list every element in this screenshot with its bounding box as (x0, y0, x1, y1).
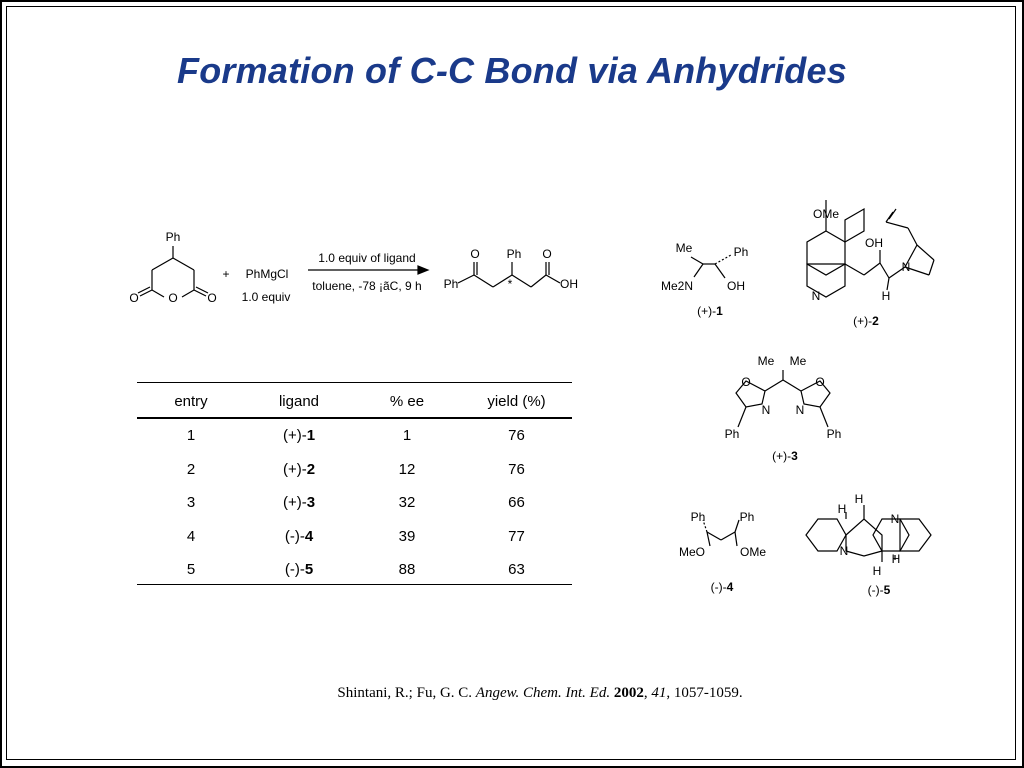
ligand-4-ome: OMe (739, 545, 767, 559)
ligand-3-me-1: Me (757, 354, 775, 368)
ligand-1-oh: OH (727, 279, 745, 293)
citation: Shintani, R.; Fu, G. C. Angew. Chem. Int. Ed. 2002, 41, 1057-1059. (337, 685, 743, 701)
ligand-1-ph: Ph (733, 245, 749, 259)
condition-bottom: toluene, -78 ¡ãC, 9 h (312, 279, 422, 293)
ligand-2-h: H (881, 289, 891, 303)
row-yield: 63 (508, 561, 525, 578)
row-ligand: (+)-1 (282, 427, 316, 444)
table-top-rule (137, 382, 572, 383)
reagent-label: PhMgCl (245, 267, 289, 281)
ligand-2-label: (+)-2 (853, 314, 879, 328)
ligand-3-n-1: N (761, 403, 771, 417)
product-ph-mid: Ph (506, 247, 522, 261)
product-o-right: O (542, 247, 552, 261)
ligand-1-nme2: Me2N (660, 279, 694, 293)
row-yield: 76 (508, 461, 525, 478)
table-header-rule (137, 417, 572, 419)
ligand-2-n-quinoline: N (811, 289, 821, 303)
ligand-2-ome: OMe (812, 207, 840, 221)
ligand-3-n-2: N (795, 403, 805, 417)
row-entry: 3 (186, 494, 196, 511)
ligand-5-label: (-)-5 (867, 583, 891, 597)
ligand-4-ph-1: Ph (690, 510, 706, 524)
ligand-2-oh: OH (865, 236, 883, 250)
ligand-5-h-3: H (891, 552, 901, 566)
product-oh: OH (560, 277, 578, 291)
citation-volume: 41 (651, 685, 667, 701)
row-entry: 1 (186, 427, 196, 444)
ligand-4-label: (-)-4 (710, 580, 734, 594)
row-yield: 76 (508, 427, 525, 444)
ligand-1-me: Me (675, 241, 693, 255)
row-ee: 12 (398, 461, 416, 478)
ligand-3-o-1: O (741, 375, 751, 389)
ligand-5-structure (806, 505, 931, 562)
ligand-1-label: (+)-1 (697, 304, 723, 318)
header-ligand: ligand (278, 393, 320, 410)
row-ligand: (+)-2 (282, 461, 316, 478)
citation-authors: Shintani, R.; Fu, G. C. (337, 685, 473, 701)
reagent-equiv: 1.0 equiv (241, 290, 291, 304)
ligand-4-structure (703, 520, 739, 546)
row-ligand: (-)-5 (284, 561, 314, 578)
table-bottom-rule (137, 584, 572, 585)
row-yield: 77 (508, 528, 525, 545)
row-ee: 39 (398, 528, 416, 545)
slide-title: Formation of C-C Bond via Anhydrides (177, 50, 847, 91)
row-entry: 4 (186, 528, 196, 545)
stereocenter-mark: * (507, 277, 513, 291)
anhydride-ph-label: Ph (165, 230, 181, 244)
ligand-3-o-2: O (815, 375, 825, 389)
ligand-3-ph-1: Ph (724, 427, 740, 441)
row-ee: 32 (398, 494, 416, 511)
product-ph-left: Ph (443, 277, 459, 291)
anhydride-o-left: O (129, 291, 139, 305)
anhydride-o-right: O (207, 291, 217, 305)
ligand-5-n-2: N (839, 544, 849, 558)
anhydride-o-ring: O (168, 291, 178, 305)
header-ee: % ee (389, 393, 425, 410)
row-ligand: (-)-4 (284, 528, 314, 545)
citation-pages: , 1057-1059. (666, 685, 743, 701)
condition-top: 1.0 equiv of ligand (318, 251, 416, 265)
row-entry: 5 (186, 561, 196, 578)
ligand-2-n-cage: N (901, 260, 911, 274)
ligand-3-ph-2: Ph (826, 427, 842, 441)
row-ligand: (+)-3 (282, 494, 316, 511)
citation-year: 2002 (613, 685, 644, 701)
ligand-5-n-1: N (890, 512, 900, 526)
header-entry: entry (174, 393, 208, 410)
row-ee: 1 (402, 427, 412, 444)
reaction-arrow (308, 266, 428, 274)
ligand-4-ph-2: Ph (739, 510, 755, 524)
ligand-3-me-2: Me (789, 354, 807, 368)
anhydride-structure (138, 246, 208, 297)
plus-sign: + (222, 267, 230, 281)
header-yield: yield (%) (487, 393, 546, 410)
ligand-5-h-1: H (854, 492, 864, 506)
row-ee: 88 (398, 561, 416, 578)
row-entry: 2 (186, 461, 196, 478)
ligand-5-h-2: H (837, 502, 847, 516)
ligand-1-structure (691, 255, 731, 278)
ligand-4-meo: MeO (678, 545, 706, 559)
ligand-5-h-4: H (872, 564, 882, 578)
product-o-left: O (470, 247, 480, 261)
ligand-3-label: (+)-3 (772, 449, 798, 463)
citation-journal: Angew. Chem. Int. Ed. (475, 685, 611, 701)
row-yield: 66 (508, 494, 525, 511)
